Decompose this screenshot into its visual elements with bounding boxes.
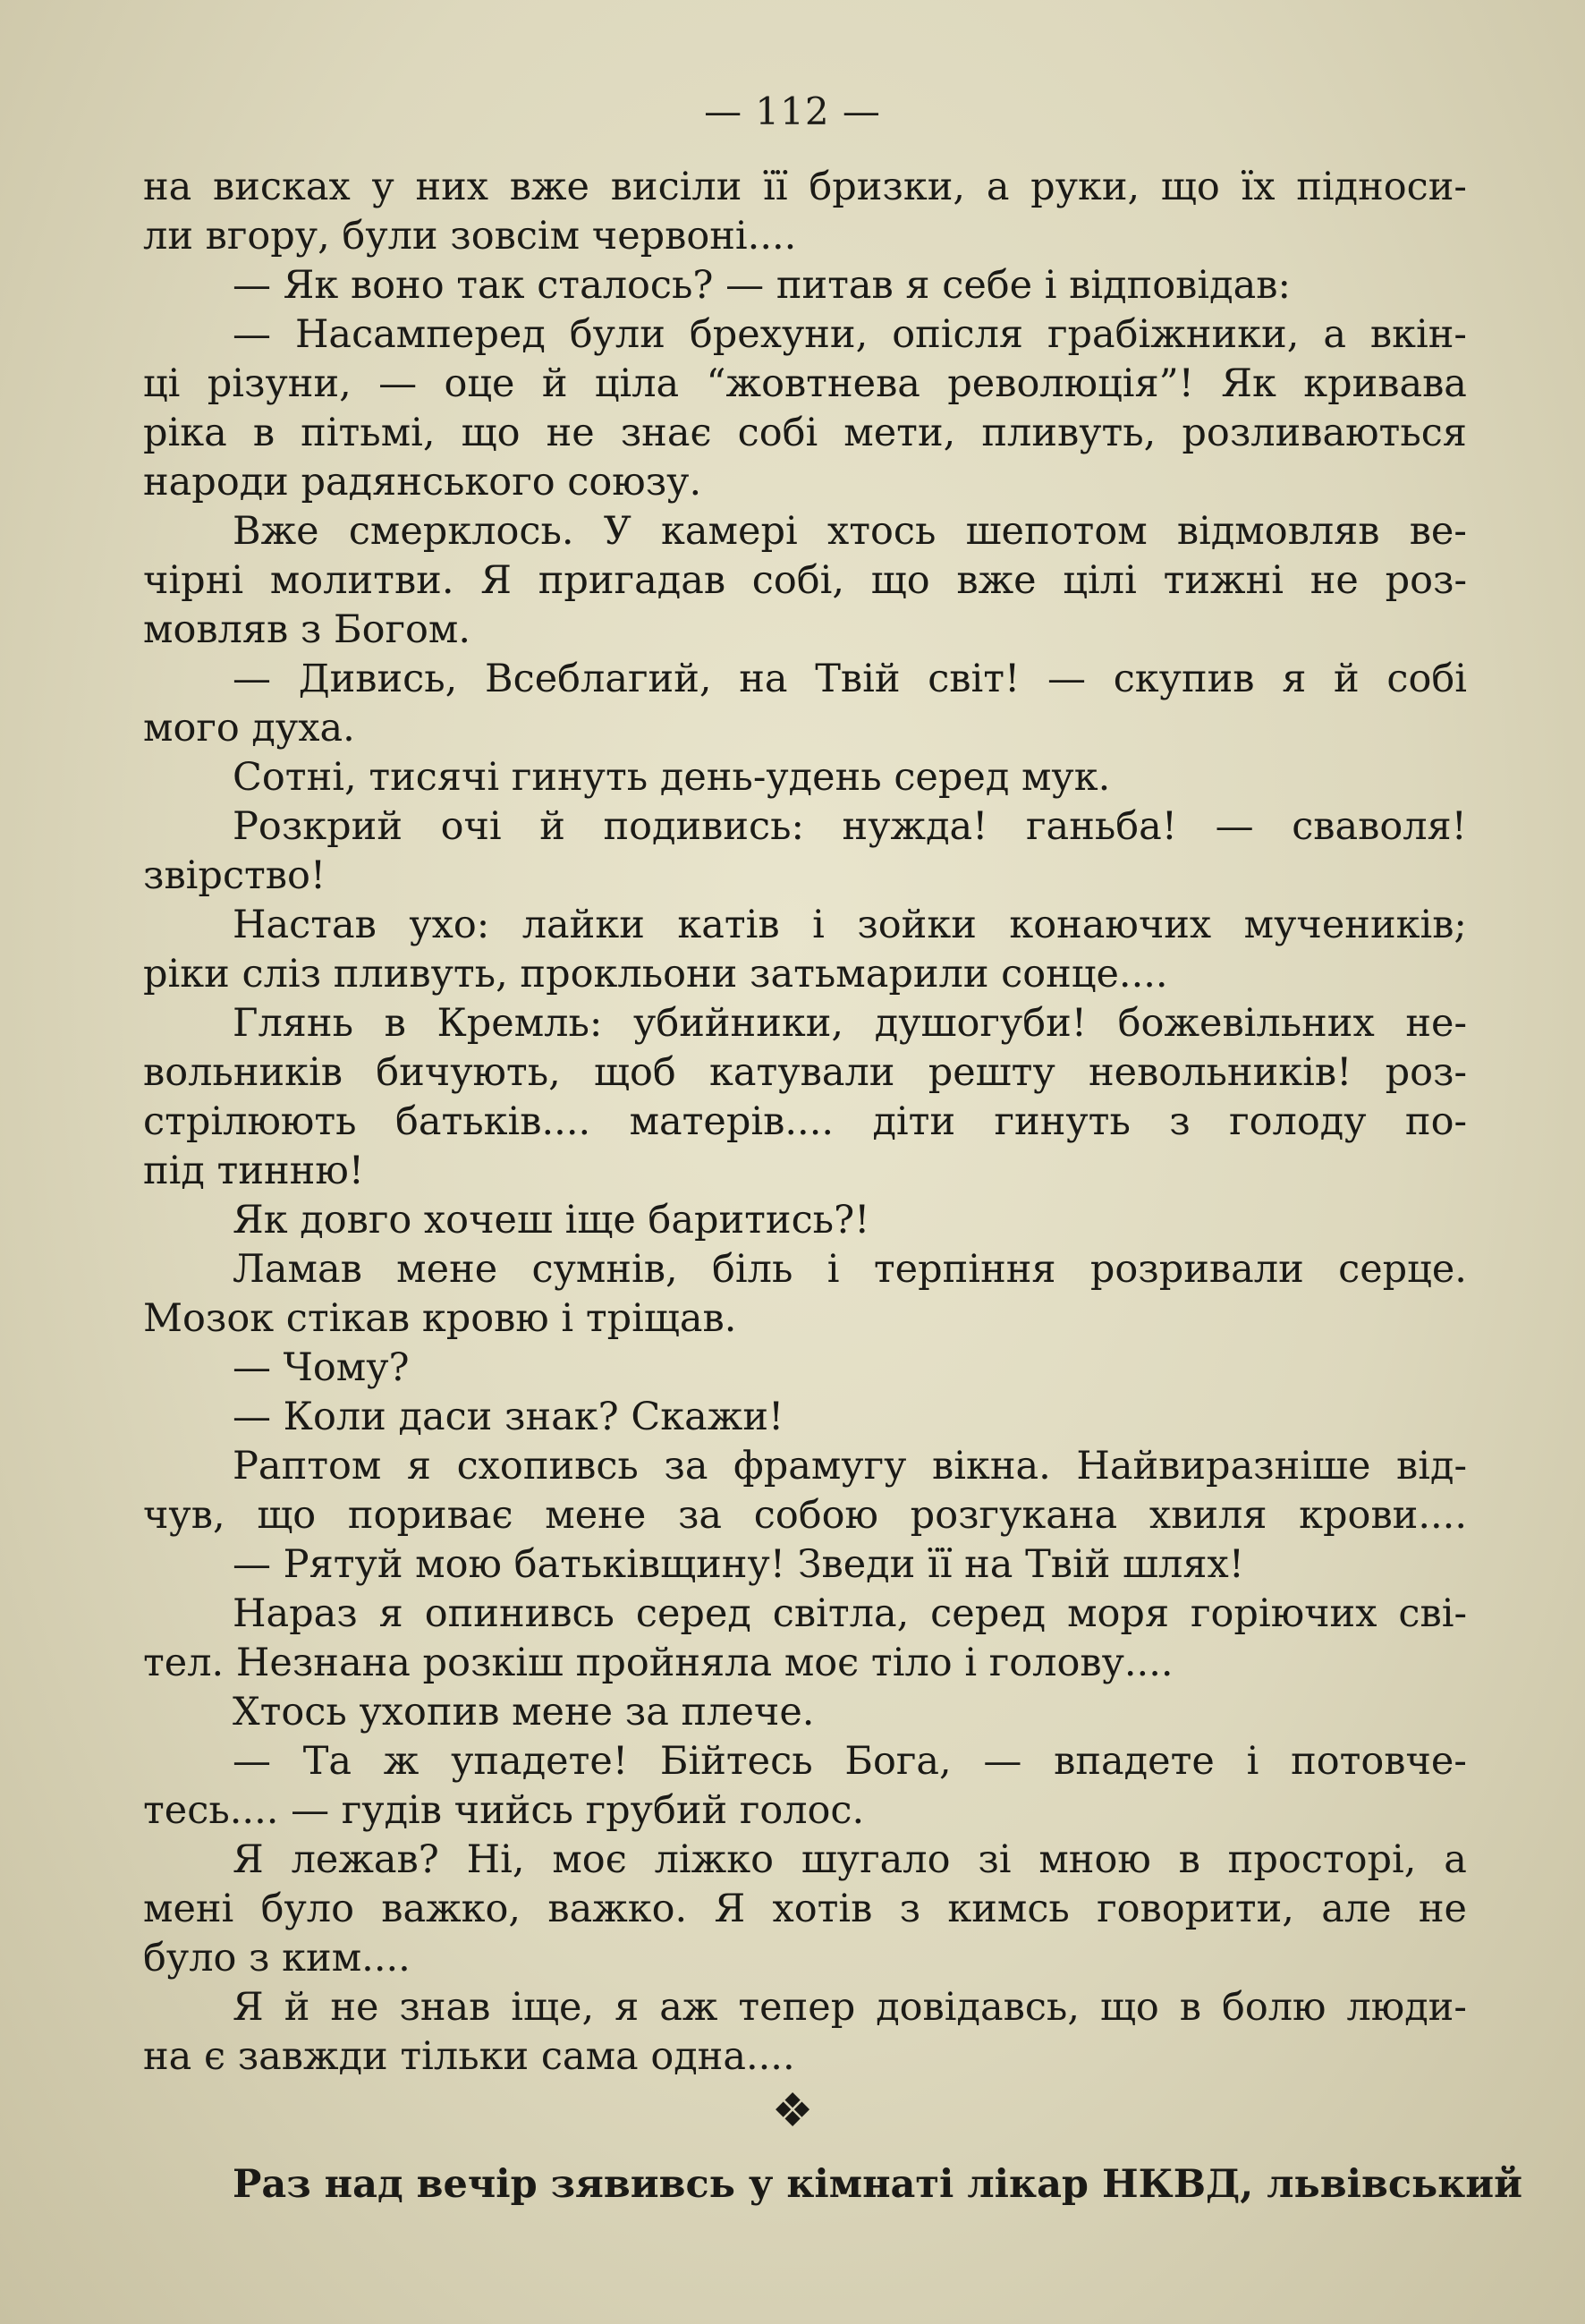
text-line: — Чому?	[233, 1345, 410, 1390]
text-line: чув, що пориває мене за собою розгукана хвиля крови....	[143, 1493, 1467, 1538]
text-line: — Рятуй мою батьківщину! Зведи її на Твій шлях!	[233, 1542, 1244, 1587]
text-line: Я лежав? Ні, моє ліжко шугало зі мною в просторі, а	[233, 1837, 1467, 1882]
text-line: — Як воно так сталось? — питав я себе і відповідав:	[233, 263, 1291, 308]
text-line: було з ким....	[143, 1936, 411, 1980]
text-line: Сотні, тисячі гинуть день-удень серед мук.	[233, 755, 1111, 800]
text-line: на є завжди тільки сама одна....	[143, 2034, 795, 2079]
body-text	[143, 163, 1467, 2082]
text-line: Розкрий очі й подивись: нужда! ганьба! — сваволя!	[233, 804, 1467, 849]
text-line: Хтось ухопив мене за плече.	[233, 1690, 815, 1735]
text-line: ріка в пітьмі, що не знає собі мети, пливуть, розливаються	[143, 411, 1467, 455]
text-line: Глянь в Кремль: убийники, душогуби! божевільних не-	[233, 1001, 1467, 1046]
text-line: під тинню!	[143, 1149, 365, 1193]
text-line: — Та ж упадете! Бійтесь Бога, — впадете і потовче-	[233, 1739, 1467, 1784]
text-line: ці різуни, — оце й ціла “жовтнева революція”! Як кривава	[143, 361, 1467, 406]
section-ornament: ❖	[771, 2084, 814, 2138]
text-line: Я й не знав іще, я аж тепер довідавсь, що в болю люди-	[233, 1985, 1467, 2030]
text-line: на висках у них вже висіли її бризки, а руки, що їх підноси-	[143, 165, 1467, 209]
final-line: Раз над вечір зявивсь у кімнаті лікар НКВД, львівський	[233, 2162, 1523, 2207]
text-line: — Дивись, Всеблагий, на Твій світ! — скупив я й собі	[233, 657, 1467, 701]
text-line: — Коли даси знак? Скажи!	[233, 1395, 784, 1439]
text-line: Мозок стікав кровю і тріщав.	[143, 1296, 737, 1341]
text-line: вольників бичують, щоб катували решту невольників! роз-	[143, 1050, 1467, 1095]
text-line: ріки сліз пливуть, прокльони затьмарили сонце....	[143, 952, 1168, 997]
text-line: Як довго хочеш іще баритись?!	[233, 1198, 870, 1243]
text-line: мого духа.	[143, 706, 355, 751]
text-line: чірні молитви. Я пригадав собі, що вже цілі тижні не роз-	[143, 558, 1467, 603]
text-line: тесь.... — гудів чийсь грубий голос.	[143, 1788, 865, 1833]
page-number: — 112 —	[704, 89, 881, 133]
text-line: стрілюють батьків.... матерів.... діти гинуть з голоду по-	[143, 1099, 1467, 1144]
text-line: мені було важко, важко. Я хотів з кимсь говорити, але не	[143, 1887, 1467, 1931]
text-line: мовляв з Богом.	[143, 607, 471, 652]
text-line: народи радянського союзу.	[143, 460, 702, 505]
text-line: Вже смерклось. У камері хтось шепотом відмовляв ве-	[233, 509, 1467, 554]
text-line: Нараз я опинивсь серед світла, серед моря горіючих сві-	[233, 1591, 1467, 1636]
text-line: ли вгору, були зовсім червоні....	[143, 214, 797, 259]
text-line: Ламав мене сумнів, біль і терпіння розривали серце.	[233, 1247, 1467, 1292]
text-line: Раптом я схопивсь за фрамугу вікна. Найвиразніше від-	[233, 1444, 1467, 1489]
text-line: звірство!	[143, 853, 326, 898]
text-line: тел. Незнана розкіш пройняла моє тіло і голову....	[143, 1641, 1174, 1685]
text-line: Настав ухо: лайки катів і зойки конаючих мучеників;	[233, 903, 1467, 947]
text-line: — Насамперед були брехуни, опісля грабіжники, а вкін-	[233, 312, 1467, 357]
